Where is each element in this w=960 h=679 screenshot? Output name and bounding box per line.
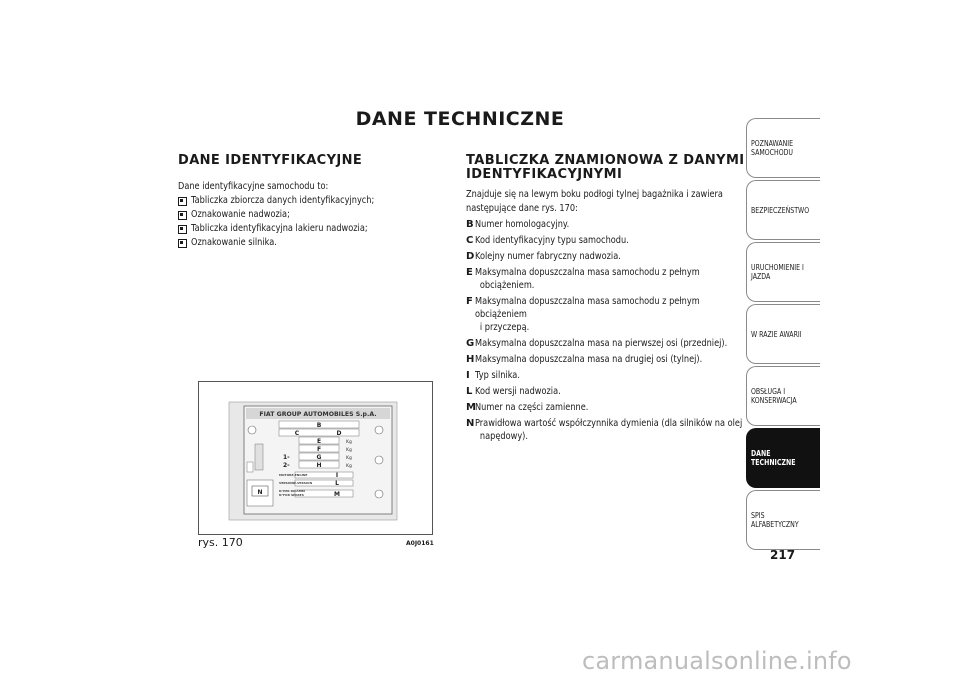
square-bullet-icon: [178, 239, 187, 248]
list-item: L Kod wersji nadwozia.: [466, 386, 561, 397]
figure-code: A0J0161: [406, 540, 434, 547]
spares-small-label-en: N°FOR SPARES: [279, 493, 304, 497]
tab-spis-alfabetyczny[interactable]: SPIS ALFABETYCZNY: [746, 490, 820, 550]
plate-header: FIAT GROUP AUTOMOBILES S.p.A.: [259, 411, 377, 418]
kg-label: Kg: [346, 440, 352, 445]
tab-poznawanie-samochodu[interactable]: POZNAWANIE SAMOCHODU: [746, 118, 820, 178]
tab-w-razie-awarii[interactable]: W RAZIE AWARII: [746, 304, 820, 364]
list-item: E Maksymalna dopuszczalna masa samochodu z pełnym obciążeniem.: [466, 267, 700, 291]
square-bullet-icon: [178, 197, 187, 206]
label-M: M: [334, 491, 340, 498]
page-number: 217: [770, 548, 796, 562]
label-N: N: [257, 489, 263, 496]
list-item: H Maksymalna dopuszczalna masa na drugiej osi (tylnej).: [466, 354, 703, 365]
list-item: G Maksymalna dopuszczalna masa na pierwszej osi (przedniej).: [466, 338, 728, 349]
tab-dane-techniczne[interactable]: DANE TECHNICZNE: [746, 428, 820, 488]
square-bullet-icon: [178, 211, 187, 220]
label-L: L: [335, 480, 339, 487]
bullet-item: Oznakowanie silnika.: [178, 236, 428, 250]
chapter-tabs: [746, 118, 820, 552]
label-H: H: [316, 462, 322, 469]
plate-heading-line1: TABLICZKA ZNAMIONOWA Z DANYMI: [466, 153, 745, 168]
version-small-label: VERSIONE-VERSION: [279, 481, 313, 485]
list-item: I Typ silnika.: [466, 370, 520, 381]
tab-uruchomienie-i-jazda[interactable]: URUCHOMIENIE I JAZDA: [746, 242, 820, 302]
tab-obsluga-i-konserwacja[interactable]: OBSŁUGA I KONSERWACJA: [746, 366, 820, 426]
engine-small-label: MOTORE-ENGINE: [279, 473, 308, 477]
plate-heading: [466, 154, 746, 182]
plate-intro: Znajduje się na lewym boku podłogi tylnej bagażnika i zawiera następujące dane rys. 170:: [466, 189, 723, 214]
label-E: E: [316, 438, 322, 445]
figure-caption: rys. 170: [198, 536, 243, 549]
plate-illustration: [199, 382, 432, 534]
list-item: N Prawidłowa wartość współczynnika dymienia (dla silników na olej napędowy).: [466, 418, 743, 442]
axle-2-label: 2-: [283, 462, 290, 469]
label-C: C: [294, 430, 300, 437]
kg-label: Kg: [346, 448, 352, 453]
list-item: C Kod identyfikacyjny typu samochodu.: [466, 235, 629, 246]
tab-bezpieczenstwo[interactable]: BEZPIECZEŃSTWO: [746, 180, 820, 240]
axle-1-label: 1-: [283, 454, 290, 461]
bullet-item: Tabliczka zbiorcza danych identyfikacyjnych;: [178, 194, 428, 208]
kg-label: Kg: [346, 464, 352, 469]
kg-label: Kg: [346, 456, 352, 461]
bullet-item: Oznakowanie nadwozia;: [178, 208, 428, 222]
right-column: [466, 154, 746, 446]
page-title: DANE TECHNICZNE: [355, 108, 565, 130]
identification-heading: DANE IDENTYFIKACYJNE: [178, 153, 363, 168]
list-item: B Numer homologacyjny.: [466, 219, 570, 230]
intro-text: Dane identyfikacyjne samochodu to:: [178, 181, 329, 192]
watermark: carmanualsonline.info: [582, 647, 852, 675]
label-I: I: [335, 472, 339, 479]
label-D: D: [336, 430, 342, 437]
square-bullet-icon: [178, 225, 187, 234]
list-item: D Kolejny numer fabryczny nadwozia.: [466, 251, 621, 262]
spares-small-label: N°PER RICAMBI: [279, 489, 305, 493]
list-item: F Maksymalna dopuszczalna masa samochodu z pełnym obciążeniem i przyczepą.: [466, 296, 700, 333]
list-item: M Numer na części zamienne.: [466, 402, 589, 413]
label-G: G: [316, 454, 322, 461]
bullet-item: Tabliczka identyfikacyjna lakieru nadwozia;: [178, 222, 428, 236]
identification-plate-figure: [198, 381, 433, 535]
left-column: [178, 154, 428, 250]
label-F: F: [316, 446, 322, 453]
plate-heading-line2: IDENTYFIKACYJNYMI: [466, 167, 623, 182]
label-B: B: [316, 422, 322, 429]
